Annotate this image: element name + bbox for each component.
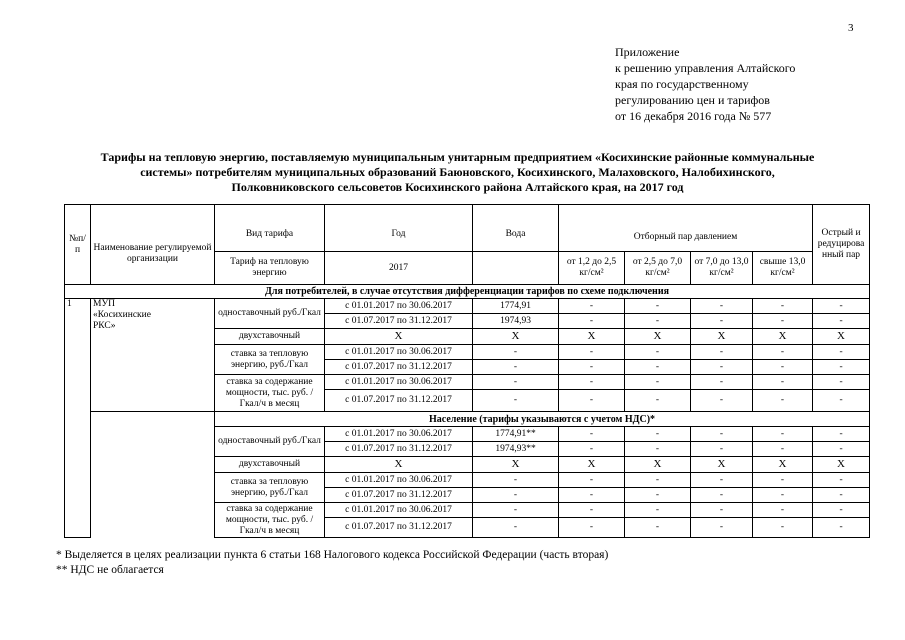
footnotes <box>56 548 608 578</box>
tariff-label-heat-rate: ставка за тепловую энергию, руб./Гкал <box>215 473 325 503</box>
x-cell: X <box>691 457 753 473</box>
water-value: 1774,91** <box>473 427 559 442</box>
tariff-label-heat-rate: ставка за тепловую энергию, руб./Гкал <box>215 345 325 375</box>
dash-cell: - <box>559 345 625 360</box>
period-cell: с 01.01.2017 по 30.06.2017 <box>325 503 473 518</box>
title-line: Полковниковского сельсоветов Косихинского района Алтайского края, на 2017 год <box>231 180 684 194</box>
empty-cell <box>473 252 559 285</box>
header-org: Наименование регулируемой организации <box>91 205 215 285</box>
dash-cell: - <box>691 473 753 488</box>
dash-cell: - <box>753 488 813 503</box>
x-cell: X <box>691 329 753 345</box>
dash-cell: - <box>813 314 870 329</box>
document-title <box>50 150 865 195</box>
dash-cell: - <box>691 488 753 503</box>
dash-cell: - <box>753 427 813 442</box>
header-water: Вода <box>473 205 559 252</box>
dash-cell: - <box>691 503 753 518</box>
x-cell: X <box>753 457 813 473</box>
header-pressure-4: свыше 13,0 кг/см² <box>753 252 813 285</box>
dash-cell: - <box>691 360 753 375</box>
footnote: * Выделяется в целях реализации пункта 6 статьи 168 Налогового кодекса Российской Федерации (часть вторая) <box>56 549 609 561</box>
period-cell: с 01.07.2017 по 31.12.2017 <box>325 488 473 503</box>
header-pressure-1: от 1,2 до 2,5 кг/см² <box>559 252 625 285</box>
dash-cell: - <box>559 503 625 518</box>
dash-cell: - <box>625 375 691 390</box>
dash-cell: - <box>625 473 691 488</box>
dash-cell: - <box>691 299 753 314</box>
dash-cell: - <box>813 518 870 538</box>
appendix-line: к решению управления Алтайского <box>615 61 796 75</box>
section-title: Население (тарифы указываются с учетом НДС)* <box>215 412 870 427</box>
dash-cell: - <box>473 345 559 360</box>
dash-cell: - <box>625 427 691 442</box>
dash-cell: - <box>813 360 870 375</box>
water-value: 1774,91 <box>473 299 559 314</box>
x-cell: X <box>813 329 870 345</box>
title-line: Тарифы на тепловую энергию, поставляемую муниципальным унитарным предприятием «Косихинские районные коммунальные <box>100 150 815 164</box>
header-sharp-steam: Острый и редуцирова нный пар <box>813 205 870 285</box>
dash-cell: - <box>813 488 870 503</box>
tariff-label-capacity-rate: ставка за содержание мощности, тыс. руб. /Гкал/ч в месяц <box>215 375 325 412</box>
dash-cell: - <box>813 442 870 457</box>
dash-cell: - <box>473 473 559 488</box>
dash-cell: - <box>559 360 625 375</box>
org-name-text: МУП «Косихинские РКС» <box>93 299 151 331</box>
dash-cell: - <box>559 488 625 503</box>
tariff-label-capacity-rate: ставка за содержание мощности, тыс. руб. /Гкал/ч в месяц <box>215 503 325 538</box>
period-cell: с 01.07.2017 по 31.12.2017 <box>325 518 473 538</box>
section-row <box>65 412 870 427</box>
period-cell: с 01.07.2017 по 31.12.2017 <box>325 360 473 375</box>
header-pressure-3: от 7,0 до 13,0 кг/см² <box>691 252 753 285</box>
header-year: Год <box>325 205 473 252</box>
dash-cell: - <box>625 299 691 314</box>
period-cell: с 01.01.2017 по 30.06.2017 <box>325 427 473 442</box>
dash-cell: - <box>691 390 753 412</box>
x-cell: X <box>625 329 691 345</box>
org-num: 1 <box>65 299 91 538</box>
appendix-line: Приложение <box>615 45 680 59</box>
dash-cell: - <box>691 375 753 390</box>
dash-cell: - <box>625 518 691 538</box>
dash-cell: - <box>813 375 870 390</box>
appendix-line: регулированию цен и тарифов <box>615 93 770 107</box>
table-row <box>65 299 870 314</box>
dash-cell: - <box>753 375 813 390</box>
dash-cell: - <box>473 488 559 503</box>
period-cell: с 01.01.2017 по 30.06.2017 <box>325 375 473 390</box>
period-cell: с 01.07.2017 по 31.12.2017 <box>325 442 473 457</box>
dash-cell: - <box>559 473 625 488</box>
dash-cell: - <box>559 442 625 457</box>
dash-cell: - <box>559 375 625 390</box>
table-header-row <box>65 205 870 252</box>
dash-cell: - <box>813 299 870 314</box>
appendix-line: края по государственному <box>615 77 749 91</box>
dash-cell: - <box>625 345 691 360</box>
dash-cell: - <box>753 503 813 518</box>
dash-cell: - <box>753 518 813 538</box>
dash-cell: - <box>813 427 870 442</box>
dash-cell: - <box>473 360 559 375</box>
x-cell: X <box>473 457 559 473</box>
dash-cell: - <box>691 345 753 360</box>
tariff-label-single: одноставочный руб./Гкал <box>215 427 325 457</box>
x-cell: X <box>325 457 473 473</box>
period-cell: с 01.01.2017 по 30.06.2017 <box>325 345 473 360</box>
dash-cell: - <box>691 518 753 538</box>
x-cell: X <box>559 329 625 345</box>
dash-cell: - <box>559 427 625 442</box>
x-cell: X <box>473 329 559 345</box>
dash-cell: - <box>559 299 625 314</box>
dash-cell: - <box>753 345 813 360</box>
page-number: 3 <box>848 22 854 34</box>
dash-cell: - <box>625 442 691 457</box>
water-value: 1974,93 <box>473 314 559 329</box>
dash-cell: - <box>753 299 813 314</box>
title-line: системы» потребителям муниципальных образований Баюновского, Косихинского, Малаховского, Налобихинского, <box>140 165 775 179</box>
dash-cell: - <box>625 503 691 518</box>
dash-cell: - <box>753 360 813 375</box>
header-year-value: 2017 <box>325 252 473 285</box>
empty-cell <box>91 412 215 538</box>
header-tariff-heat: Тариф на тепловую энергию <box>215 252 325 285</box>
tariff-label-single: одноставочный руб./Гкал <box>215 299 325 329</box>
water-value: 1974,93** <box>473 442 559 457</box>
section-title: Для потребителей, в случае отсутствия дифференциации тарифов по схеме подключения <box>65 285 870 299</box>
x-cell: X <box>813 457 870 473</box>
dash-cell: - <box>473 390 559 412</box>
appendix-line: от 16 декабря 2016 года № 577 <box>615 109 772 123</box>
org-name <box>91 299 215 412</box>
dash-cell: - <box>625 488 691 503</box>
header-num: №п/п <box>65 205 91 285</box>
header-tariff-type: Вид тарифа <box>215 205 325 252</box>
dash-cell: - <box>753 314 813 329</box>
dash-cell: - <box>559 390 625 412</box>
dash-cell: - <box>813 345 870 360</box>
tariff-table <box>64 204 870 538</box>
dash-cell: - <box>559 314 625 329</box>
dash-cell: - <box>813 473 870 488</box>
period-cell: с 01.07.2017 по 31.12.2017 <box>325 390 473 412</box>
dash-cell: - <box>691 442 753 457</box>
period-cell: с 01.01.2017 по 30.06.2017 <box>325 299 473 314</box>
dash-cell: - <box>753 442 813 457</box>
dash-cell: - <box>625 314 691 329</box>
dash-cell: - <box>813 390 870 412</box>
section-row <box>65 285 870 299</box>
x-cell: X <box>625 457 691 473</box>
footnote: ** НДС не облагается <box>56 564 164 576</box>
dash-cell: - <box>625 390 691 412</box>
dash-cell: - <box>473 375 559 390</box>
tariff-label-double: двухставочный <box>215 457 325 473</box>
x-cell: X <box>559 457 625 473</box>
dash-cell: - <box>473 503 559 518</box>
appendix-note <box>615 44 845 124</box>
dash-cell: - <box>753 473 813 488</box>
x-cell: X <box>753 329 813 345</box>
dash-cell: - <box>691 427 753 442</box>
dash-cell: - <box>559 518 625 538</box>
dash-cell: - <box>473 518 559 538</box>
period-cell: с 01.07.2017 по 31.12.2017 <box>325 314 473 329</box>
period-cell: с 01.01.2017 по 30.06.2017 <box>325 473 473 488</box>
header-steam: Отборный пар давлением <box>559 205 813 252</box>
dash-cell: - <box>753 390 813 412</box>
x-cell: X <box>325 329 473 345</box>
dash-cell: - <box>625 360 691 375</box>
tariff-label-double: двухставочный <box>215 329 325 345</box>
header-pressure-2: от 2,5 до 7,0 кг/см² <box>625 252 691 285</box>
dash-cell: - <box>813 503 870 518</box>
dash-cell: - <box>691 314 753 329</box>
